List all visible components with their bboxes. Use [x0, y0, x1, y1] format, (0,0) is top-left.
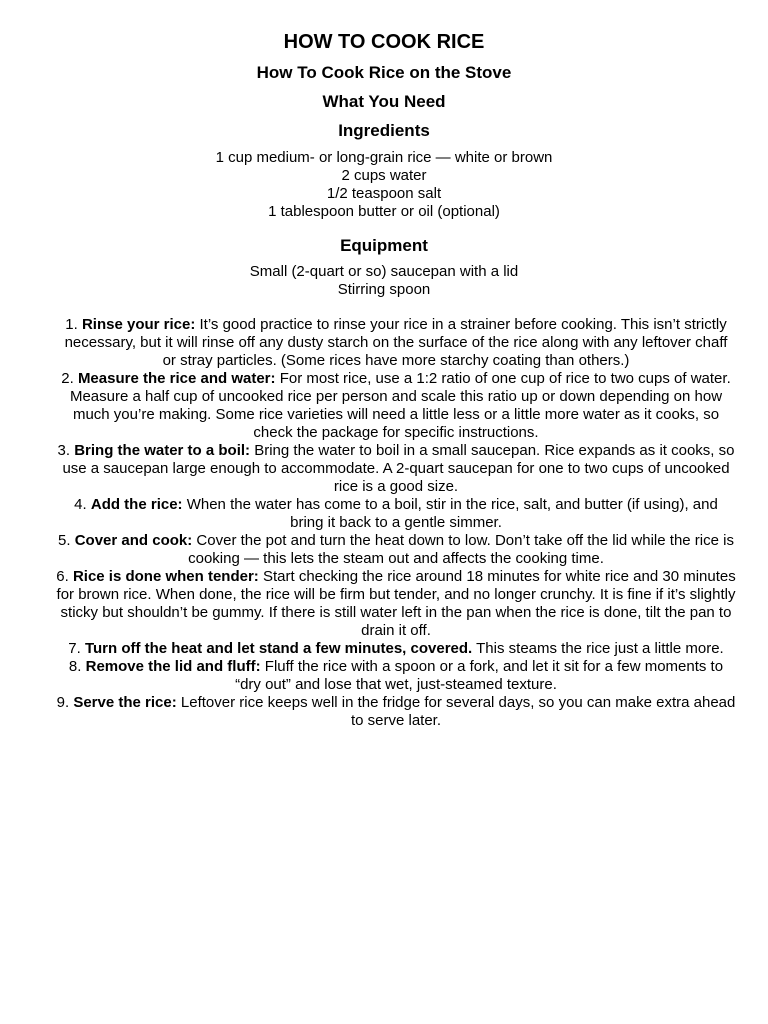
step-heading: Cover and cook: [74, 532, 193, 549]
step-text: For most rice, use a 1:2 ratio of one cup of rice to two cups of water. Measure a half cup of uncooked rice per person and scale this ratio up or down depending on how much you’re making. Some rice varieties will need a little less or a little more water as it cooks, so check the package for specific instructions. [69, 370, 731, 441]
step-text: Bring the water to boil in a small saucepan. Rice expands as it cooks, so use a saucepan large enough to accommodate. A 2-quart saucepan for one to two cups of uncooked rice is a good size. [62, 442, 735, 495]
step-number: 6. [56, 568, 69, 585]
step-item [56, 442, 736, 496]
ingredient-item: 1 tablespoon butter or oil (optional) [268, 203, 500, 220]
step-item [56, 532, 736, 568]
equipment-list [0, 263, 768, 299]
step-item [56, 496, 736, 532]
step-text: Start checking the rice around 18 minutes for white rice and 30 minutes for brown rice. When done, the rice will be firm but tender, and no longer crunchy. It is fine if it’s slightly sticky but shouldn’t be gummy. If there is still water left in the pan when the rice is done, tilt the pan to drain it off. [56, 568, 736, 639]
step-number: 8. [68, 658, 82, 675]
ingredient-item: 2 cups water [341, 167, 427, 184]
ingredients-heading: Ingredients [338, 121, 430, 140]
step-text: Fluff the rice with a spoon or a fork, and let it sit for a few moments to “dry out” and lose that wet, just-steamed texture. [235, 658, 724, 693]
step-heading: Serve the rice: [73, 694, 177, 711]
ingredient-item: 1/2 teaspoon salt [326, 185, 442, 202]
step-item [56, 316, 736, 370]
step-text: When the water has come to a boil, stir in the rice, salt, and butter (if using), and bring it back to a gentle simmer. [186, 496, 718, 531]
step-heading: Rice is done when tender: [72, 568, 259, 585]
step-number: 4. [74, 496, 87, 513]
step-item [56, 568, 736, 640]
step-number: 5. [58, 532, 71, 549]
step-number: 7. [68, 640, 81, 657]
step-heading: Rinse your rice: [81, 316, 196, 333]
step-text: This steams the rice just a little more. [476, 640, 724, 657]
ingredients-list [0, 149, 768, 221]
equipment-heading: Equipment [340, 236, 428, 255]
step-text: Leftover rice keeps well in the fridge for several days, so you can make extra ahead to serve later. [180, 694, 736, 729]
step-number: 2. [61, 370, 74, 387]
step-item [56, 370, 736, 442]
step-number: 9. [56, 694, 70, 711]
what-you-need-heading: What You Need [322, 92, 446, 111]
equipment-item: Stirring spoon [337, 281, 431, 298]
equipment-item: Small (2-quart or so) saucepan with a lid [249, 263, 519, 280]
step-heading: Bring the water to a boil: [74, 442, 251, 459]
step-item [56, 694, 736, 730]
instruction-steps [56, 316, 736, 730]
step-heading: Add the rice: [90, 496, 183, 513]
step-item [56, 640, 736, 658]
step-number: 1. [65, 316, 78, 333]
step-heading: Turn off the heat and let stand a few minutes, covered. [84, 640, 473, 657]
step-item [56, 658, 736, 694]
step-heading: Measure the rice and water: [77, 370, 276, 387]
step-text: Cover the pot and turn the heat down to low. Don’t take off the lid while the rice is cooking — this lets the steam out and affects the cooking time. [188, 532, 734, 567]
ingredient-item: 1 cup medium- or long-grain rice — white or brown [215, 149, 553, 166]
step-text: It’s good practice to rinse your rice in a strainer before cooking. This isn’t strictly necessary, but it will rinse off any dusty starch on the surface of the rice along with any leftover chaff or stray particles. (Some rices have more starchy coating than others.) [64, 316, 728, 369]
page-title: HOW TO COOK RICE [283, 31, 485, 53]
step-heading: Remove the lid and fluff: [85, 658, 261, 675]
step-number: 3. [57, 442, 71, 459]
recipe-subtitle: How To Cook Rice on the Stove [256, 63, 512, 82]
